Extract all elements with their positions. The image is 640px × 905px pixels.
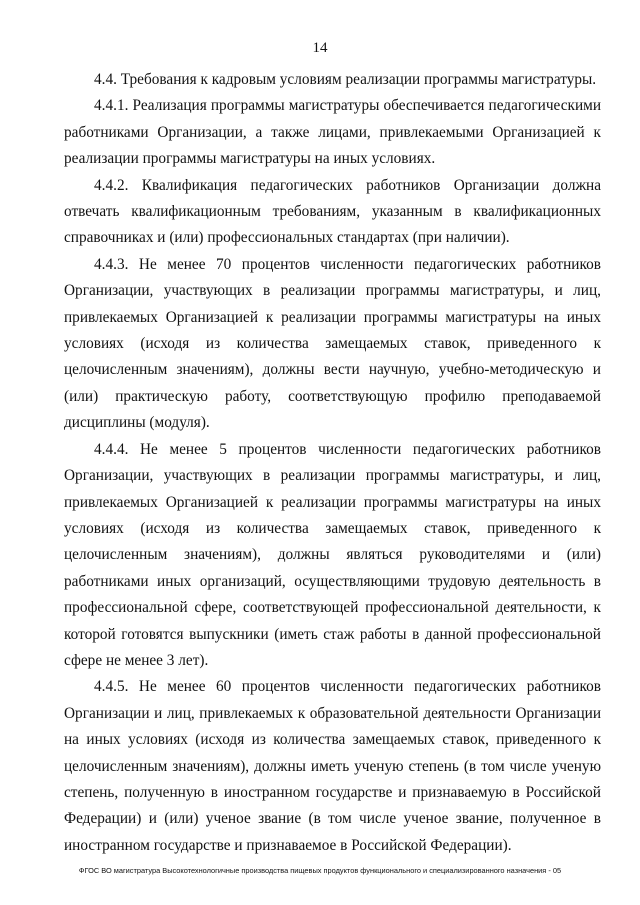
page-footer: ФГОС ВО магистратура Высокотехнологичные производства пищевых продуктов функционального и специализированного назначения - 05	[78, 866, 562, 875]
section-title: 4.4. Требования к кадровым условиям реализации программы магистратуры.	[94, 71, 597, 88]
paragraph-4-4-4: 4.4.4. Не менее 5 процентов численности педагогических работников Организации, участвующих в реализации программы магистратуры, и лиц, привлекаемых Организацией к реализации программы магистратуры на иных условиях (исходя из количества замещаемых ставок, приведенного к целочисленным значениям), должны являться руководителями и (или) работниками иных организаций, осуществляющими трудовую деятельность в профессиональной сфере, соответствующей профессиональной деятельности, к которой готовятся выпускники (иметь стаж работы в данной профессиональной сфере не менее 3 лет).	[64, 440, 601, 669]
paragraph-4-4-1: 4.4.1. Реализация программы магистратуры обеспечивается педагогическими работниками Организации, а также лицами, привлекаемыми Организацией к реализации программы магистратуры на иных условиях.	[64, 97, 601, 168]
page-number: 14	[312, 40, 328, 56]
paragraph-4-4-5: 4.4.5. Не менее 60 процентов численности педагогических работников Организации и лиц, привлекаемых к образовательной деятельности Организации на иных условиях (исходя из количества замещаемых ставок, приведенного к целочисленным значениям), должны иметь ученую степень (в том числе ученую степень, полученную в иностранном государстве и признаваемую в Российской Федерации) и (или) ученое звание (в том числе ученое звание, полученное в иностранном государстве и признаваемое в Российской Федерации).	[64, 678, 601, 854]
paragraph-4-4-3: 4.4.3. Не менее 70 процентов численности педагогических работников Организации, участвующих в реализации программы магистратуры, и лиц, привлекаемых Организацией к реализации программы магистратуры на иных условиях (исходя из количества замещаемых ставок, приведенного к целочисленным значениям), должны вести научную, учебно-методическую и (или) практическую работу, соответствующую профилю преподаваемой дисциплины (модуля).	[64, 255, 601, 432]
document-body	[64, 67, 601, 859]
paragraph-4-4-2: 4.4.2. Квалификация педагогических работников Организации должна отвечать квалификационным требованиям, указанным в квалификационных справочниках и (или) профессиональных стандартах (при наличии).	[64, 176, 601, 247]
